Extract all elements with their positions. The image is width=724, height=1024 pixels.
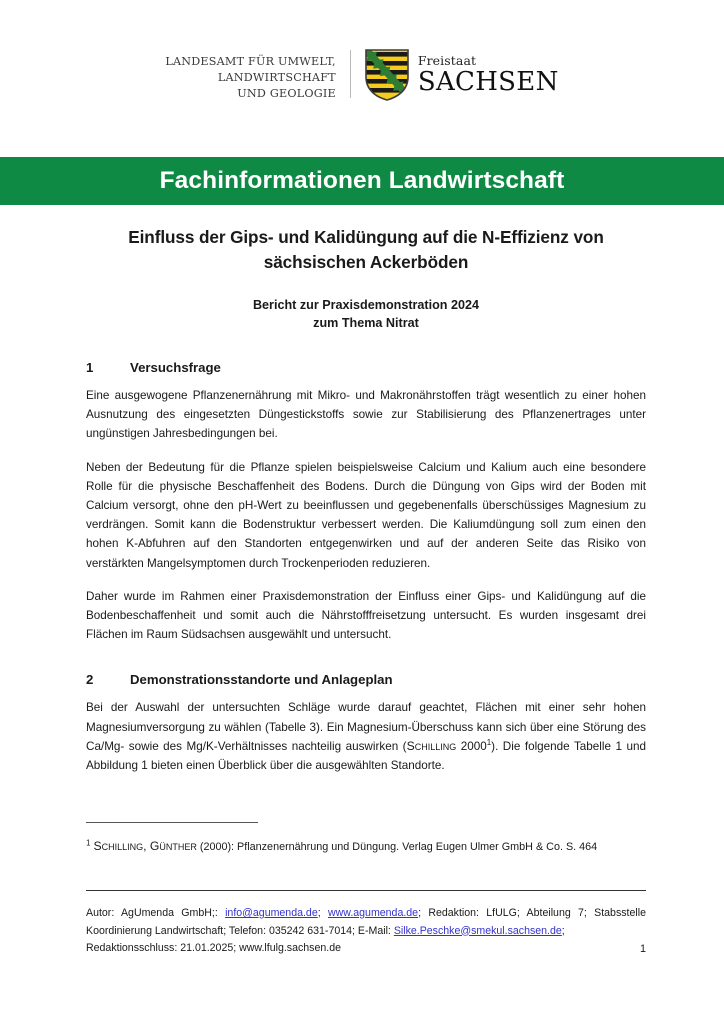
office-line-3: UND GEOLOGIE	[237, 87, 336, 100]
office-line-1: LANDESAMT FÜR UMWELT,	[165, 55, 336, 68]
brand-wordmark	[418, 55, 559, 95]
masthead-inner	[165, 44, 558, 102]
footer-trailing-semicolon: ;	[561, 924, 565, 937]
footnote-reference-text: (2000): Pflanzenernährung und Düngung. Verlag Eugen Ulmer GmbH & Co. S. 464	[196, 841, 598, 853]
citation-footnote-marker: 1	[486, 737, 492, 747]
footnote-area	[86, 822, 646, 856]
footer-separator-text-1: ;	[317, 907, 328, 919]
footnote-separator	[86, 822, 258, 823]
section-2-text-part-1: Bei der Auswahl der untersuchten Schläge wurde darauf geachtet, Flächen mit einer sehr hohen Magnesiumversorgung zu wählen (Tabelle 3). Ein Magnesium-Überschuss kann sich über eine Störung des Ca/Mg- sowie des Mg/K-Verhältnisses nachteilig auswirken (	[86, 701, 646, 753]
section-heading-2	[86, 671, 646, 688]
masthead	[0, 44, 724, 114]
office-line-2: LANDWIRTSCHAFT	[217, 71, 336, 84]
section-heading-1	[86, 359, 646, 376]
link-email-agumenda[interactable]: info@agumenda.de	[225, 907, 318, 919]
footnote-entry	[86, 837, 646, 856]
page-title: Einfluss der Gips- und Kalidüngung auf die N-Effizienz von sächsischen Ackerböden	[128, 227, 604, 272]
section-2-paragraph-1	[86, 698, 646, 775]
section-1-paragraph-2: Neben der Bedeutung für die Pflanze spielen beispielsweise Calcium und Kalium auch eine besondere Rolle für die physische Beschaffenheit des Bodens. Durch die Düngung von Gips wird der Boden mit Calcium versorgt, ohne den pH-Wert zu beeinflussen und gegebenenfalls überschüssiges Magnesium zu verdrängen. Somit kann die Bodenstruktur verbessert werden. Die Kaliumdüngung soll zum einen den hohen K-Abfuhren auf den Standorten entgegenwirken und auf der anderen Seite das Risiko von verstärkten Mangelsymptomen durch Trockenperioden reduzieren.	[86, 460, 646, 570]
footer-author-label: Autor: AgUmenda GmbH;:	[86, 907, 226, 919]
link-web-agumenda[interactable]: www.agumenda.de	[327, 907, 419, 919]
section-1-paragraph-3: Daher wurde im Rahmen einer Praxisdemonstration der Einfluss einer Gips- und Kalidüngung auf die Bodenbeschaffenheit und somit auch die Nährstofffreisetzung untersucht. Es wurden insgesamt drei Flächen im Raum Südsachsen ausgewählt und untersucht.	[86, 589, 646, 642]
footer-redaktion-text: ; Redaktion: LfULG; Abteilung 7; Stabsstelle Koordinierung Landwirtschaft; Telefon: 035242 631-7014; E-Mail:	[86, 907, 646, 937]
banner-title: Fachinformationen Landwirtschaft	[159, 167, 565, 194]
subtitle-line-2: zum Thema Nitrat	[313, 316, 419, 330]
page-number: 1	[639, 943, 646, 955]
section-title-1: Versuchsfrage	[130, 360, 221, 375]
footnote-author: Schilling, Günther	[93, 839, 197, 853]
brand-freistaat-label: Freistaat	[417, 53, 477, 69]
section-title-2: Demonstrationsstandorte und Anlageplan	[130, 672, 393, 688]
link-email-peschke[interactable]: Silke.Peschke@smekul.sachsen.de	[393, 924, 562, 937]
sachsen-coat-of-arms-icon	[365, 49, 409, 101]
office-name-block	[165, 44, 349, 102]
footer-imprint	[86, 905, 646, 940]
footnote-marker: 1	[86, 838, 91, 848]
subtitle-line-1: Bericht zur Praxisdemonstration 2024	[252, 298, 480, 312]
page-content	[86, 205, 646, 775]
footer-separator	[86, 890, 646, 891]
document-subtitle	[86, 296, 646, 332]
green-banner	[0, 157, 724, 205]
section-2-text-part-2: ). Die folgende Tabelle 1 und Abbildung 1 bieten einen Überblick über die ausgewählten Standorte.	[86, 739, 646, 773]
footer-redaktionsschluss: Redaktionsschluss: 21.01.2025; www.lfulg.sachsen.de	[86, 942, 341, 954]
brand-block	[351, 44, 559, 102]
section-number-1: 1	[86, 360, 94, 375]
brand-sachsen-label: SACHSEN	[417, 66, 559, 97]
section-1-paragraph-1: Eine ausgewogene Pflanzenernährung mit Mikro- und Makronährstoffen trägt wesentlich zu einer hohen Ausnutzung des eingesetzten Düngestickstoffs sowie zur Stabilisierung des Pflanzenertrages unter ungünstigen Jahresbedingungen bei.	[86, 389, 646, 441]
citation-author: Schilling	[406, 738, 457, 753]
citation-year: 2000	[456, 739, 487, 753]
section-number-2: 2	[86, 672, 94, 688]
